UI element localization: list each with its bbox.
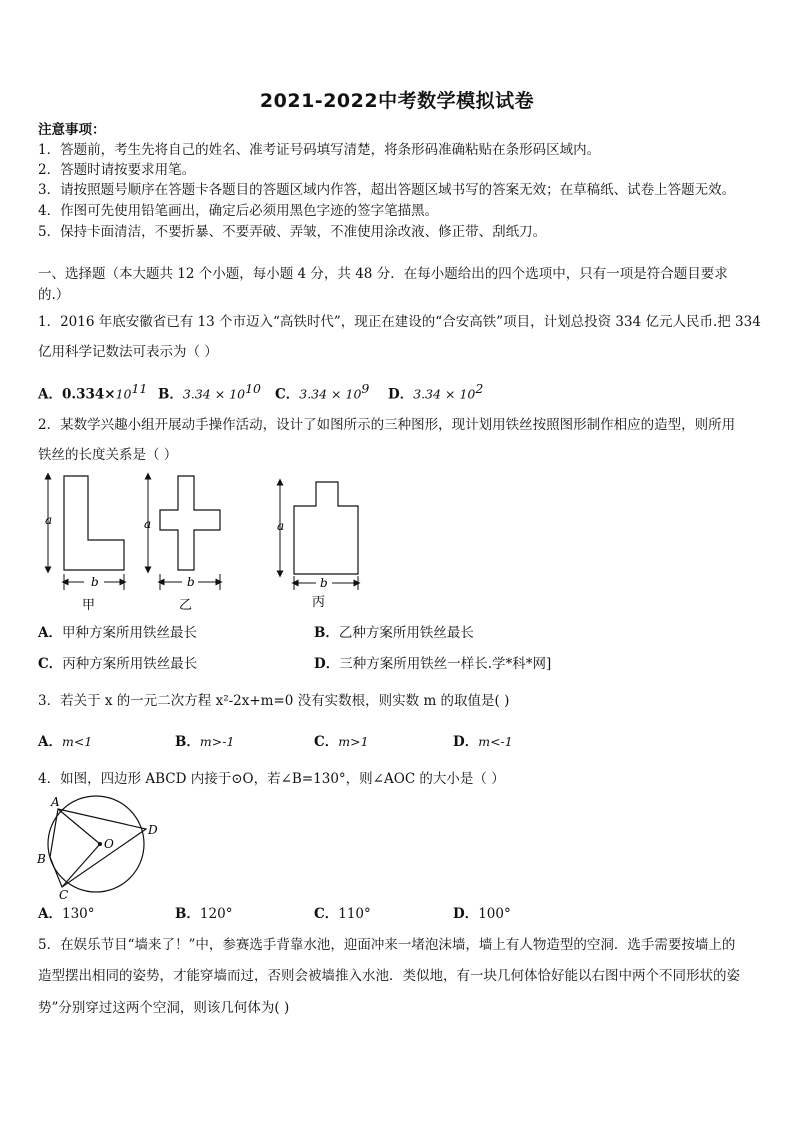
page-title: 2021-2022中考数学模拟试卷 — [259, 90, 535, 112]
q3-option-a: A．m<1 — [38, 734, 93, 750]
note-item: 1．答题前，考生先将自己的姓名、准考证号码填写清楚，将条形码准确粘贴在条形码区域内。 — [38, 142, 601, 158]
cross-shape — [160, 476, 220, 570]
label-B: B — [37, 852, 46, 866]
note-item: 5．保持卡面清洁，不要折暴、不要弄破、弄皱，不准使用涂改液、修正带、刮纸刀。 — [38, 224, 547, 240]
q4-option-a: A．130° — [38, 906, 95, 922]
q4-option-d: D．100° — [453, 906, 511, 922]
label-a: a — [277, 519, 285, 533]
note-item: 3．请按照题号顺序在答题卡各题目的答题区域内作答，超出答题区域书写的答案无效；在草稿纸、试卷上答题无效。 — [38, 182, 736, 198]
section-heading-line: 的.） — [38, 287, 70, 303]
segment-co — [62, 844, 100, 887]
question-2-text: 铁丝的长度关系是（ ） — [38, 447, 178, 463]
note-item: 4．作图可先使用铅笔画出，确定后必须用黑色字迹的签字笔描黑。 — [38, 203, 439, 219]
label-jia: 甲 — [82, 598, 96, 613]
label-b: b — [91, 575, 99, 589]
step-shape — [294, 482, 358, 574]
q4-circle-figure — [34, 792, 164, 902]
q3-option-c: C．m>1 — [314, 734, 369, 750]
q2-option-c: C．丙种方案所用铁丝最长 — [38, 656, 198, 672]
q2-figure — [36, 470, 376, 615]
center-point — [98, 842, 102, 846]
q3-option-d: D．m<-1 — [453, 734, 513, 750]
question-1-text: 1．2016 年底安徽省已有 13 个市迈入“高铁时代”，现正在建设的“合安高铁”项目，计划总投资 334 亿元人民币.把 334 — [38, 314, 761, 330]
label-O: O — [104, 837, 114, 851]
question-1-text: 亿用科学记数法可表示为（ ） — [38, 344, 218, 360]
label-C: C — [59, 888, 69, 902]
figure-yi — [144, 476, 220, 613]
q1-option-b: B．$3.34 \times 10^{10}$ — [158, 381, 261, 403]
note-item: 2．答题时请按要求用笔。 — [38, 162, 196, 178]
question-4-text: 4．如图，四边形 ABCD 内接于⊙O，若∠B=130°，则∠AOC 的大小是（ ） — [38, 771, 505, 787]
notes-heading: 注意事项： — [38, 122, 106, 138]
figure-bing — [277, 482, 358, 610]
q1-option-a: A．$0.334\times 10^{11}$ — [38, 381, 148, 403]
question-5-text: 势”分别穿过这两个空洞，则该几何体为( ) — [38, 1000, 290, 1016]
l-shape — [64, 476, 124, 570]
label-a: a — [144, 517, 152, 531]
figure-jia — [45, 476, 124, 613]
q1-option-c: C．$3.34 \times 10^9$ — [275, 381, 370, 403]
q4-option-c: C．110° — [314, 906, 371, 922]
question-5-text: 5．在娱乐节目“墙来了！”中，参赛选手背靠水池，迎面冲来一堵泡沫墙，墙上有人物造型的空洞．选手需要按墙上的 — [38, 937, 736, 953]
question-5-text: 造型摆出相同的姿势，才能穿墙而过，否则会被墙推入水池．类似地，有一块几何体恰好能以右图中两个不同形状的姿 — [38, 968, 740, 984]
q2-option-a: A．甲种方案所用铁丝最长 — [38, 625, 197, 641]
q4-option-b: B．120° — [175, 906, 233, 922]
label-b: b — [187, 575, 195, 589]
label-yi: 乙 — [179, 598, 193, 613]
question-3-text: 3．若关于 x 的一元二次方程 x²-2x+m=0 没有实数根，则实数 m 的取值是( ) — [38, 693, 510, 709]
label-D: D — [148, 823, 158, 837]
label-bing: 丙 — [312, 595, 326, 610]
section-heading-line: 一、选择题（本大题共 12 个小题，每小题 4 分，共 48 分．在每小题给出的四个选项中，只有一项是符合题目要求 — [38, 266, 728, 282]
question-2-text: 2．某数学兴趣小组开展动手操作活动，设计了如图所示的三种图形，现计划用铁丝按照图形制作相应的造型，则所用 — [38, 417, 736, 433]
q3-option-b: B．m>-1 — [175, 734, 235, 750]
q1-option-d: D．$3.34 \times 10^2$ — [388, 381, 484, 403]
label-b: b — [320, 576, 328, 590]
q2-option-b: B．乙种方案所用铁丝最长 — [314, 625, 474, 641]
q2-option-d: D．三种方案所用铁丝一样长.学*科*网] — [314, 656, 552, 672]
label-A: A — [51, 795, 60, 809]
label-a: a — [45, 513, 53, 527]
